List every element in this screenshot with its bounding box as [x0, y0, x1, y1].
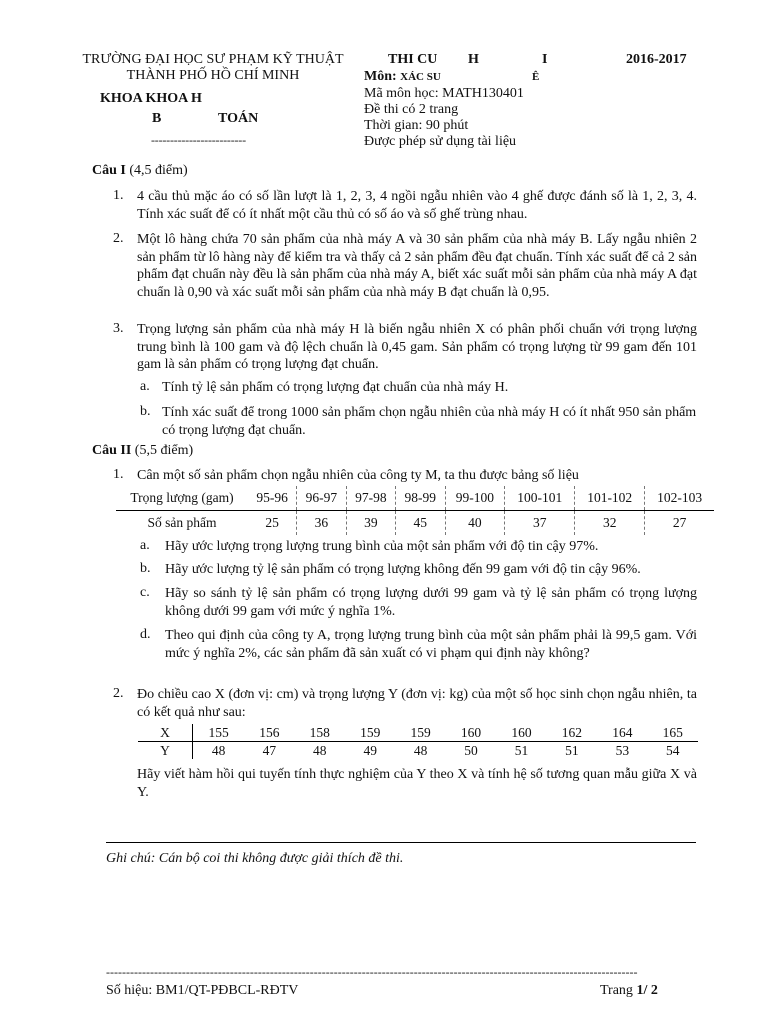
- q2-2-text: Đo chiều cao X (đơn vị: cm) và trọng lượng Y (đơn vị: kg) của một số học sinh chọn ngẫu nhiên, ta có kết quả như sau:: [137, 687, 697, 720]
- x-cell: 165: [648, 724, 698, 742]
- x-cell: 158: [295, 724, 345, 742]
- page-number: 1/ 2: [636, 983, 658, 998]
- page-label: Trang: [600, 983, 633, 998]
- page-count: Đề thi có 2 trang: [364, 102, 459, 117]
- weight-table-header-row: [116, 486, 714, 511]
- count-cell: 32: [575, 511, 645, 536]
- range-cell: 102-103: [645, 486, 714, 511]
- q2-1-number: 1.: [113, 467, 124, 482]
- x-cell: 155: [193, 724, 245, 742]
- subject-tail: Ê: [532, 71, 540, 83]
- y-cell: 53: [615, 742, 630, 758]
- q1-3b-text: Tính xác suất để trong 1000 sản phẩm chọn ngẫu nhiên của nhà máy H có ít nhất 950 sản phẩm có trọng lượng đạt chuẩn.: [162, 405, 697, 438]
- course-code: Mã môn học: MATH130401: [364, 86, 524, 101]
- duration: Thời gian: 90 phút: [364, 118, 469, 133]
- range-cell: 101-102: [575, 486, 645, 511]
- school-line-1: TRƯỜNG ĐẠI HỌC SƯ PHẠM KỸ THUẬT: [82, 52, 344, 67]
- x-cell: 164: [597, 724, 647, 742]
- q2-1d-text: Theo qui định của công ty A, trọng lượng trung bình của một sản phẩm phải là 99,5 gam. Với mức ý nghĩa 2%, các sản phẩm đã sản xuất có vi phạm qui định này không?: [165, 628, 697, 661]
- q1-3a-text: Tính tỷ lệ sản phẩm có trọng lượng đạt chuẩn của nhà máy H.: [162, 380, 509, 395]
- y-cell: 47: [262, 742, 277, 758]
- y-label: Y: [138, 742, 193, 760]
- x-cell: 160: [496, 724, 546, 742]
- range-cell: 96-97: [297, 486, 346, 511]
- q2-1c-label: c.: [140, 585, 150, 600]
- q1-2-number: 2.: [113, 231, 124, 246]
- dept-prefix: B: [152, 111, 162, 126]
- y-cell: 51: [514, 742, 529, 758]
- form-code: Số hiệu: BM1/QT-PĐBCL-RĐTV: [106, 983, 299, 998]
- count-cell: 25: [265, 515, 279, 530]
- section-2-label: Câu II: [92, 443, 132, 458]
- count-cell: 37: [505, 511, 575, 536]
- q1-2-text: Một lô hàng chứa 70 sản phẩm của nhà máy A và 30 sản phẩm của nhà máy B. Lấy ngẫu nhiên 2 sản phẩm từ lô hàng này để kiểm tra và thấy cả 2 sản phẩm đều đạt chuẩn. Tính xác suất để cả 2 sản phẩm đạt chuẩn này đều là sản phẩm của nhà máy A, biết xác suất mỗi sản phẩm của nhà máy A đạt chuẩn là 0,90 và xác suất mỗi sản phẩm của nhà máy B đạt chuẩn là 0,95.: [137, 232, 697, 300]
- weight-header-label: Trọng lượng (gam): [116, 486, 248, 511]
- section-2-points: (5,5 điểm): [134, 443, 194, 458]
- exam-year: 2016-2017: [626, 52, 687, 67]
- weight-table-count-row: [116, 511, 714, 536]
- count-cell: 40: [445, 511, 505, 536]
- subject-value: XÁC SU: [400, 71, 441, 83]
- range-cell: 99-100: [445, 486, 505, 511]
- exam-title-c: I: [542, 52, 548, 67]
- header-divider: -------------------------: [151, 133, 246, 147]
- q2-1a-label: a.: [140, 538, 150, 553]
- q2-1a-text: Hãy ước lượng trọng lượng trung bình của một sản phẩm với độ tin cậy 97%.: [165, 539, 599, 554]
- q2-1b-label: b.: [140, 561, 151, 576]
- materials-note: Được phép sử dụng tài liệu: [364, 134, 517, 149]
- range-cell: 97-98: [346, 486, 395, 511]
- q2-2-number: 2.: [113, 686, 124, 701]
- q2-1d-label: d.: [140, 627, 151, 642]
- subject-label: Môn:: [364, 69, 397, 84]
- y-cell: 48: [413, 742, 428, 758]
- school-name: [78, 52, 348, 84]
- q1-3b-label: b.: [140, 404, 151, 419]
- note-divider: [106, 842, 696, 843]
- section-1-points: (4,5 điểm): [129, 163, 188, 178]
- count-cell: 45: [396, 511, 445, 536]
- height-weight-table: [138, 724, 698, 759]
- subject-line: [364, 69, 441, 85]
- q2-1c-text: Hãy so sánh tỷ lệ sản phẩm có trọng lượng dưới 99 gam và tỷ lệ sản phẩm có trọng lượng không dưới 99 gam với mức ý nghĩa 1%.: [165, 586, 697, 619]
- q2-1-text: Cân một số sản phẩm chọn ngẫu nhiên của công ty M, ta thu được bảng số liệu: [137, 468, 579, 483]
- faculty-name: KHOA KHOA H: [100, 91, 202, 106]
- y-row: [138, 742, 698, 760]
- q1-3-text: Trọng lượng sản phẩm của nhà máy H là biến ngẫu nhiên X có phân phối chuẩn với trọng lượng trung bình là 100 gam và độ lệch chuẩn là 0,45 gam. Sản phẩm có trọng lượng từ 99 gam đến 101 gam là sản phẩm có trọng lượng đạt chuẩn.: [137, 322, 697, 372]
- range-cell: 98-99: [396, 486, 445, 511]
- q1-1-number: 1.: [113, 188, 124, 203]
- x-label: X: [138, 724, 193, 742]
- y-cell: 48: [313, 742, 327, 758]
- q2-2-instruction: Hãy viết hàm hồi qui tuyến tính thực nghiệm của Y theo X và tính hệ số tương quan mẫu giữa X và Y.: [137, 767, 697, 800]
- x-cell: 162: [547, 724, 597, 742]
- weight-table: [116, 486, 714, 535]
- y-cell: 51: [565, 742, 579, 758]
- q1-1-text: 4 cầu thủ mặc áo có số lần lượt là 1, 2, 3, 4 ngồi ngẫu nhiên vào 4 ghế được đánh số là 1, 2, 3, 4. Tính xác suất để có ít nhất một cầu thủ có số áo và số ghế trùng nhau.: [137, 189, 697, 222]
- range-cell: 95-96: [248, 486, 297, 511]
- x-cell: 156: [244, 724, 294, 742]
- section-1-title: [92, 163, 188, 179]
- y-cell: 49: [363, 742, 377, 758]
- q1-3a-label: a.: [140, 379, 150, 394]
- count-cell: 39: [346, 511, 395, 536]
- q2-1b-text: Hãy ước lượng tỷ lệ sản phẩm có trọng lượng không đến 99 gam với độ tin cậy 96%.: [165, 562, 641, 577]
- exam-title-a: THI CU: [388, 52, 438, 67]
- count-label: Số sản phẩm: [147, 515, 217, 530]
- proctor-note: Ghi chú: Cán bộ coi thi không được giải thích đề thi.: [106, 851, 404, 866]
- dept-name: TOÁN: [218, 111, 259, 126]
- count-cell: 27: [645, 511, 714, 536]
- y-cell: 48: [211, 742, 226, 758]
- footer-divider: -------------------------------------------------------------------------------------------------------------------------------------: [106, 965, 638, 979]
- y-cell: 50: [464, 742, 478, 758]
- count-cell: 36: [297, 511, 346, 536]
- x-cell: 160: [446, 724, 496, 742]
- x-cell: 159: [345, 724, 395, 742]
- range-cell: 100-101: [505, 486, 575, 511]
- x-row: [138, 724, 698, 742]
- section-2-title: [92, 443, 193, 459]
- x-cell: 159: [395, 724, 445, 742]
- section-1-label: Câu I: [92, 163, 126, 178]
- page-indicator: [600, 983, 658, 999]
- exam-title-b: H: [468, 52, 479, 67]
- y-cell: 54: [666, 742, 680, 758]
- school-line-2: THÀNH PHỐ HỒ CHÍ MINH: [126, 68, 300, 83]
- q1-3-number: 3.: [113, 321, 124, 336]
